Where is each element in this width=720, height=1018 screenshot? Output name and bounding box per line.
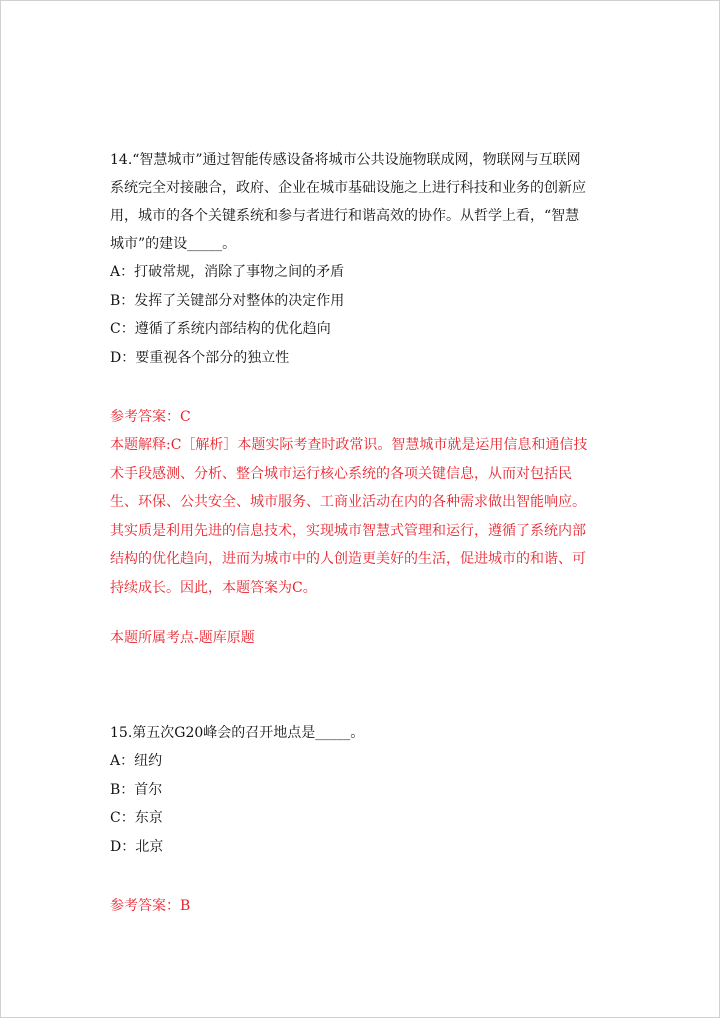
question-14-explanation-line: 持续成长。因此，本题答案为C。: [110, 579, 317, 596]
question-14-option-c: C：遵循了系统内部结构的优化趋向: [110, 321, 331, 337]
question-14-answer-block: [110, 403, 615, 602]
question-14-option-d: D：要重视各个部分的独立性: [110, 349, 290, 366]
document-content: [110, 146, 615, 920]
question-14-text-line: 14.“智慧城市”通过智能传感设备将城市公共设施物联成网，物联网与互联网: [110, 152, 581, 168]
question-14-explanation-line: 本题解释:C［解析］本题实际考查时政常识。智慧城市就是运用信息和通信技: [110, 437, 588, 453]
question-15-text: 15.第五次G20峰会的召开地点是_____。: [110, 725, 365, 741]
question-14-explanation-line: 生、环保、公共安全、城市服务、工商业活动在内的各种需求做出智能响应。: [110, 494, 586, 510]
question-14: [110, 146, 615, 372]
question-15-option-c: C：东京: [110, 810, 163, 826]
question-14-option-a: A：打破常规，消除了事物之间的矛盾: [110, 264, 345, 280]
question-14-text-line: 城市”的建设_____。: [110, 236, 237, 252]
question-14-answer: 参考答案：C: [110, 409, 191, 425]
question-14-option-b: B：发挥了关键部分对整体的决定作用: [110, 292, 345, 309]
question-15-answer: 参考答案：B: [110, 898, 191, 914]
question-15-option-b: B：首尔: [110, 781, 163, 798]
question-14-text-line: 用，城市的各个关键系统和参与者进行和谐高效的协作。从哲学上看，“智慧: [110, 208, 580, 224]
question-15-option-a: A：纽约: [110, 753, 163, 769]
question-14-explanation-line: 结构的优化趋向，进而为城市中的人创造更美好的生活，促进城市的和谐、可: [110, 551, 586, 567]
question-14-text-line: 系统完全对接融合，政府、企业在城市基础设施之上进行科技和业务的创新应: [110, 180, 586, 196]
question-14-source: 本题所属考点-题库原题: [110, 630, 255, 646]
question-15-option-d: D：北京: [110, 838, 164, 855]
question-14-explanation-line: 术手段感测、分析、整合城市运行核心系统的各项关键信息，从而对包括民: [110, 465, 572, 482]
question-14-explanation-line: 其实质是利用先进的信息技术，实现城市智慧式管理和运行，遵循了系统内部: [110, 522, 586, 539]
question-15: [110, 719, 615, 861]
